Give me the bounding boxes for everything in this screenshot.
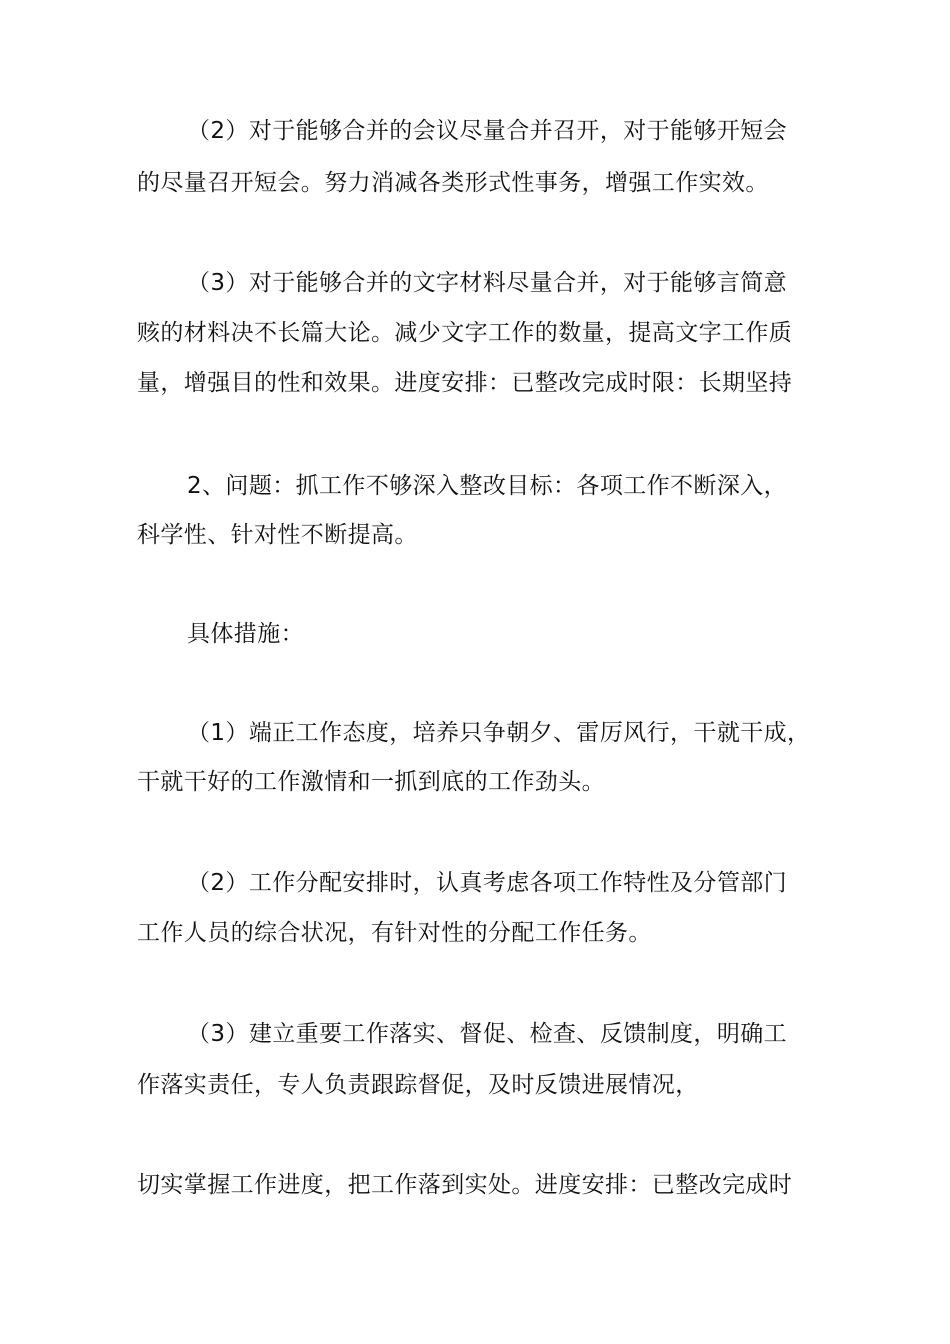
paragraph-2-line-2: 赅的材料决不长篇大论。减少文字工作的数量，提高文字工作质 [137,320,793,346]
paragraph-2-line-3: 量，增强目的性和效果。进度安排：已整改完成时限：长期坚持 [137,370,793,396]
paragraph-1-line-2: 的尽量召开短会。努力消减各类形式性事务，增强工作实效。 [137,170,769,196]
paragraph-8-line-1: 切实掌握工作进度，把工作落到实处。进度安排：已整改完成时 [137,1172,793,1198]
paragraph-4-line-1: 具体措施： [187,621,304,647]
paragraph-5-line-1: （1）端正工作态度，培养只争朝夕、雷厉风行，干就干成， [187,720,811,746]
paragraph-7-line-1: （3）建立重要工作落实、督促、检查、反馈制度，明确工 [187,1021,788,1047]
paragraph-2-line-1: （3）对于能够合并的文字材料尽量合并，对于能够言简意 [187,270,788,296]
paragraph-3-line-1: 2、问题：抓工作不够深入整改目标：各项工作不断深入， [187,473,788,499]
paragraph-7-line-2: 作落实责任，专人负责跟踪督促，及时反馈进展情况， [137,1072,699,1098]
paragraph-6-line-1: （2）工作分配安排时，认真考虑各项工作特性及分管部门 [187,870,788,896]
paragraph-3-line-2: 科学性、针对性不断提高。 [137,522,418,548]
paragraph-1-line-1: （2）对于能够合并的会议尽量合并召开，对于能够开短会 [187,118,788,144]
paragraph-5-line-2: 干就干好的工作激情和一抓到底的工作劲头。 [137,769,605,795]
paragraph-6-line-2: 工作人员的综合状况，有针对性的分配工作任务。 [137,920,652,946]
